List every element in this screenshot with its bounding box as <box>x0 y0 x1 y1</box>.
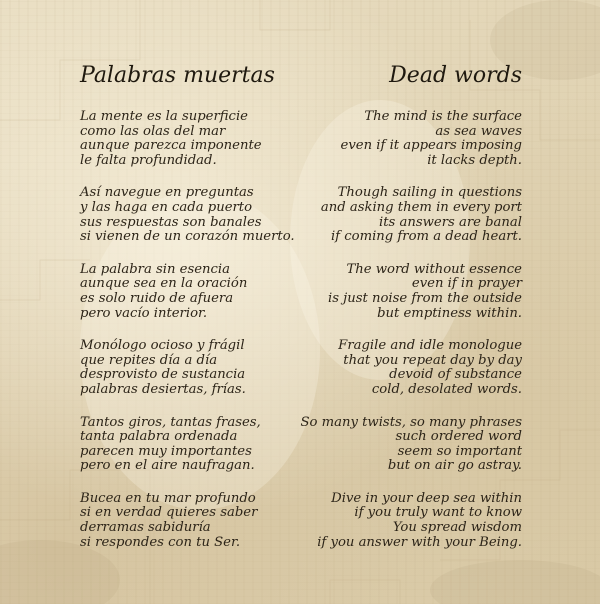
spanish-verse-line: que repites día a día <box>80 352 218 368</box>
english-stanza <box>262 339 522 397</box>
english-verse-line: seem so important <box>397 443 522 459</box>
spanish-verse-line: palabras desiertas, frías. <box>80 381 246 397</box>
spanish-verse-line: si vienen de un corazón muerto. <box>80 229 295 245</box>
spanish-verse-line: desprovisto de sustancia <box>80 367 246 383</box>
english-poem <box>262 62 522 568</box>
english-verse-line: as sea waves <box>435 123 522 139</box>
spanish-verse-line: le falta profundidad. <box>80 152 217 168</box>
spanish-verse-line: Así navegue en preguntas <box>80 185 254 201</box>
english-stanza <box>262 492 522 550</box>
english-stanza <box>262 186 522 244</box>
spanish-verse-line: Monólogo ocioso y frágil <box>80 338 245 354</box>
english-stanzas <box>262 110 522 550</box>
spanish-verse-line: Bucea en tu mar profundo <box>80 490 256 506</box>
english-verse-line: Dive in your deep sea within <box>331 490 522 506</box>
english-verse-line: is just noise from the outside <box>327 290 522 306</box>
spanish-verse-line: Tantos giros, tantas frases, <box>80 414 261 430</box>
spanish-verse-line: aunque parezca imponente <box>80 138 262 154</box>
english-verse-line: Fragile and idle monologue <box>338 338 522 354</box>
english-stanza <box>262 110 522 168</box>
english-verse-line: and asking them in every port <box>320 199 522 215</box>
spanish-verse-line: si en verdad quieres saber <box>80 505 258 521</box>
spanish-verse-line: pero vacío interior. <box>80 305 208 321</box>
spanish-verse-line: derramas sabiduría <box>80 520 211 536</box>
spanish-verse-line: si respondes con tu Ser. <box>80 534 241 550</box>
english-verse-line: it lacks depth. <box>427 152 522 168</box>
spanish-verse-line: sus respuestas son banales <box>80 214 262 230</box>
english-verse-line: cold, desolated words. <box>371 381 522 397</box>
english-stanza <box>262 263 522 321</box>
english-verse-line: its answers are banal <box>379 214 522 230</box>
spanish-verse-line: La mente es la superficie <box>80 109 248 124</box>
english-verse-line: The word without essence <box>346 261 522 277</box>
spanish-verse-line: y las haga en cada puerto <box>80 199 253 215</box>
english-verse-line: You spread wisdom <box>392 520 522 536</box>
english-verse-line: if coming from a dead heart. <box>330 229 522 245</box>
spanish-verse-line: tanta palabra ordenada <box>80 429 238 445</box>
spanish-title: Palabras muertas <box>80 63 275 88</box>
english-verse-line: devoid of substance <box>389 367 522 383</box>
english-verse-line: even if it appears imposing <box>340 138 522 154</box>
english-verse-line: The mind is the surface <box>364 109 522 124</box>
english-verse-line: So many twists, so many phrases <box>300 414 522 430</box>
spanish-verse-line: La palabra sin esencia <box>80 261 231 277</box>
spanish-verse-line: parecen muy importantes <box>80 443 252 459</box>
english-verse-line: that you repeat day by day <box>343 352 522 368</box>
spanish-verse-line: es solo ruido de afuera <box>80 290 234 306</box>
english-verse-line: if you answer with your Being. <box>317 534 522 550</box>
english-title: Dead words <box>389 63 522 88</box>
english-verse-line: such ordered word <box>395 429 522 445</box>
english-stanza <box>262 416 522 474</box>
english-verse-line: Though sailing in questions <box>337 185 522 201</box>
english-verse-line: but emptiness within. <box>377 305 522 321</box>
spanish-verse-line: aunque sea en la oración <box>80 276 248 292</box>
spanish-verse-line: como las olas del mar <box>80 123 226 139</box>
spanish-verse-line: pero en el aire naufragan. <box>80 458 255 474</box>
english-verse-line: even if in prayer <box>411 276 522 292</box>
english-verse-line: if you truly want to know <box>354 505 522 521</box>
english-verse-line: but on air go astray. <box>387 458 522 474</box>
